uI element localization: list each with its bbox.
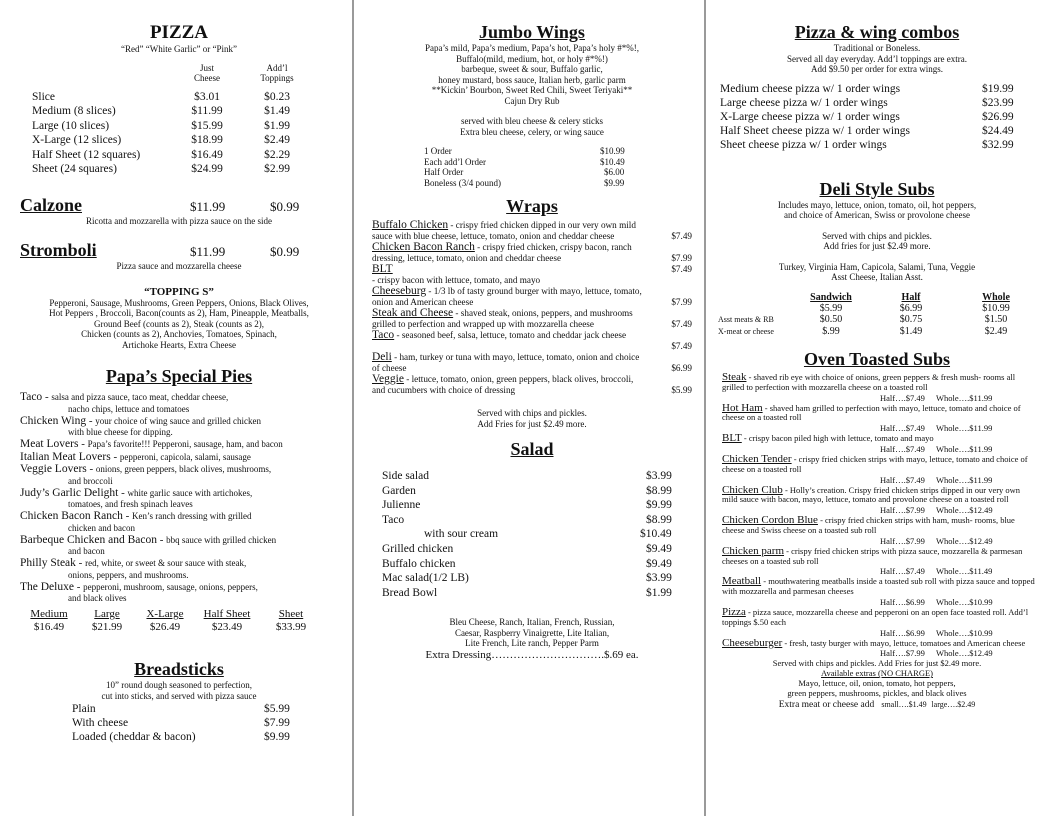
list-item: Hot Ham - shaved ham grilled to perfection with mayo, lettuce, tomato and choice of cheese on a toasted roll (722, 401, 1021, 423)
sub-prices: Half….$7.99 Whole….$12.49 (880, 648, 993, 659)
list-item: Chicken Wing - your choice of wing sauce and grilled chicken (20, 414, 261, 427)
special-pies-section (20, 366, 338, 633)
sub-prices: Half….$7.49 Whole….$11.49 (880, 566, 993, 577)
list-item: Italian Meat Lovers - pepperoni, capicola, salami, sausage (20, 450, 251, 463)
list-item: Chicken Bacon Ranch - crispy fried chicken, crispy bacon, ranch dressing, lettuce, tomato, onion and cheddar cheese $7.99 (372, 241, 692, 263)
list-item: Mac salad(1/2 LB) $3.99 (382, 572, 672, 585)
list-item: Taco - seasoned beef, salsa, lettuce, tomato and cheddar jack cheese $7.49 (372, 329, 692, 351)
menu-column-left (0, 0, 352, 816)
special-pies-sizes: Medium Large X-Large Half Sheet Sheet (30, 608, 304, 620)
calzone-header (20, 195, 338, 216)
sub-prices: Half….$7.99 Whole….$12.49 (880, 505, 993, 516)
list-item: Half Sheet cheese pizza w/ 1 order wings $24.49 (720, 125, 1014, 138)
menu-column-middle (354, 0, 706, 816)
list-item: Boneless (3/4 pound) $9.99 (424, 177, 625, 188)
list-item: Veggie Lovers - onions, green peppers, black olives, mushrooms, (20, 463, 272, 475)
list-item: Meat Lovers - Papa’s favorite!!! Pepperoni, sausage, ham, and bacon (20, 438, 283, 450)
list-item: BLT - crispy bacon with lettuce, tomato, and mayo $7.49 (372, 263, 692, 285)
sub-prices: Half….$7.49 Whole….$11.99 (880, 474, 993, 485)
list-item: Medium cheese pizza w/ 1 order wings $19.99 (720, 82, 1014, 95)
extra-meat-line: Extra meat or cheese add small….$1.49 large….$2.49 (778, 699, 976, 710)
list-item: Plain $5.99 (72, 703, 290, 715)
sub-prices: Half….$6.99 Whole….$10.99 (880, 627, 993, 638)
combos-title: Pizza & wing combos (794, 22, 960, 42)
list-item: Buffalo chicken $9.49 (382, 557, 672, 570)
calzone-title: Calzone (20, 194, 82, 215)
wraps-list (372, 220, 692, 396)
wraps-title: Wraps (506, 196, 558, 216)
header-addl: Add’l (266, 62, 288, 73)
list-item: X-Large cheese pizza w/ 1 order wings $26.99 (720, 110, 1014, 123)
oven-subs-served: Served with chips and pickles. Add Fries for just $2.49 more. (772, 658, 982, 669)
toppings-section (20, 286, 338, 351)
pizza-price-table (20, 90, 338, 177)
list-item: Cheeseburger - fresh, tasty burger with mayo, lettuce, tomatoes and American cheese (722, 636, 1026, 649)
list-item: Taco $8.99 (382, 513, 672, 526)
deli-price-row: Asst meats & RB $0.50 $0.75 $1.50 (718, 314, 1008, 326)
combos-section: Pizza & wing combos Traditional or Boneless. Served all day everyday. Add’l toppings are extra. Add $9.50 per order for extra wings. Medium cheese pizza w/ 1 order wings $19.99 Large cheese pizza w/ 1 order wings $23.99 X-Large cheese pizza w/ 1 order wings $26.99 Half Sheet cheese pizza w/ 1 order wings $24.49 Sheet cheese pizza w/ 1 order wings $32.99 (718, 22, 1036, 153)
list-item: Barbeque Chicken and Bacon - bbq sauce with grilled chicken (20, 533, 277, 546)
oven-subs-title: Oven Toasted Subs (803, 349, 951, 370)
list-item: The Deluxe - pepperoni, mushroom, sausage, onions, peppers, (20, 580, 258, 593)
list-item: Chicken Club - Holly’s creation. Crispy fried chicken strips dipped in our very own mild sauce with bacon, mayo, lettuce, tomato and provolone cheese on a toasted roll (722, 483, 1021, 505)
sub-prices: Half….$6.99 Whole….$10.99 (880, 596, 993, 607)
sub-prices: Half….$7.99 Whole….$12.49 (880, 535, 993, 546)
stromboli-header (20, 240, 338, 261)
pizza-row: Sheet (24 squares) $24.99 $2.99 (32, 163, 290, 175)
wraps-section: Wraps Buffalo Chicken - crispy fried chicken dipped in our very own mild sauce with blue cheese, lettuce, tomato, onion and cheddar cheese $7.49 Chicken Bacon Ranch - crispy fried chicken, crispy bacon, ranch dressing, lettuce, tomato, onion and cheddar cheese $7.99 BLT - crispy bacon with lettuce, tomato, and mayo $7.49 Cheeseburg - 1/3 lb of tasty ground burger with mayo, lettuce, tomato, onion and American cheese $7.99 Steak and Cheese - shaved steak, onions, peppers, and mushrooms grilled to perfection and wrapped up with mozzarella cheese $7.49 Taco - seasoned beef, salsa, lettuce, tomato and cheddar jack cheese $7.49 Deli - ham, turkey or tuna with mayo, lettuce, tomato, onion and choice of cheese $6.99 Veggie - lettuce, tomato, onion, green peppers, black olives, broccoli, and cucumbers with choice of dressing $5.99 Served with chips and pickles. Add Fries for just $2.49 more. (372, 196, 692, 429)
list-item: Meatball - mouthwatering meatballs inside a toasted sub roll with pizza sauce and topped with mozzarella and parmesan cheeses (722, 575, 1035, 597)
oven-subs-section: Oven Toasted Subs Steak - shaved rib eye with choice of onions, green peppers & fresh mush- rooms all grilled to perfection with mozzarella cheese on a toasted roll Half….$7.49 Whole….$11.99 Hot Ham - shaved ham grilled to perfection with mayo, lettuce, tomato and choice of cheese on a toasted roll Half….$7.49 Whole….$11.99 BLT - crispy bacon piled high with lettuce, tomato and mayo Half….$7.49 Whole….$11.99 Chicken Tender - crispy fried chicken strips with mayo, lettuce, tomato and choice of cheese on a toasted roll Half….$7.49 Whole….$11.99 Chicken Club - Holly’s creation. Crispy fried chicken strips dipped in our very own mild sauce with bacon, mayo, lettuce, tomato and provolone cheese on a toasted roll Half….$7.99 Whole….$12.49 Chicken Cordon Blue - crispy fried chicken strips with ham, mush- rooms, blue cheese and Swiss cheese on a toasted sub roll Half….$7.99 Whole….$12.49 Chicken parm - crispy fried chicken strips with pizza sauce, mozzarella & parmesan cheeses on a toasted sub roll Half….$7.49 Whole….$11.49 Meatball - mouthwatering meatballs inside a toasted sub roll with pizza sauce and topped with mozzarella and parmesan cheeses Half….$6.99 Whole….$10.99 Pizza - pizza sauce, mozzarella cheese and pepperoni on an open face toasted roll. Add’l toppings $.50 each Half….$6.99 Whole….$10.99 Cheeseburger - fresh, tasty burger with mayo, lettuce, tomatoes and American cheese Half….$7.99 Whole….$12.49 Served with chips and pickles. Add Fries for just $2.49 more. Available extras (NO CHARGE) Mayo, lettuce, oil, onion, tomato, hot peppers, green peppers, mushrooms, pickles, and black olives Extra meat or cheese add small….$1.49 large….$2.49 (718, 349, 1036, 711)
sub-prices: Half….$7.49 Whole….$11.99 (880, 444, 993, 454)
list-item: Chicken Bacon Ranch - Ken’s ranch dressing with grilled (20, 510, 252, 522)
breadsticks-list (20, 702, 338, 744)
pizza-row: Large (10 slices) $15.99 $1.99 (32, 119, 290, 132)
special-pies-prices: $16.49 $21.99 $26.49 $23.49 $33.99 (33, 620, 307, 633)
list-item: Chicken Cordon Blue - crispy fried chicken strips with ham, mush- rooms, blue cheese and Swiss cheese on a toasted sub roll (722, 514, 1015, 535)
stromboli-price: $11.99 (190, 244, 226, 259)
stromboli-description: Pizza sauce and mozzarella cheese (116, 261, 242, 271)
list-item: Loaded (cheddar & bacon) $9.99 (72, 731, 290, 743)
calzone-price: $11.99 (190, 198, 226, 214)
list-item: Side salad $3.99 (382, 470, 672, 482)
stromboli-title: Stromboli (20, 240, 97, 260)
list-item: Sheet cheese pizza w/ 1 order wings $32.99 (720, 139, 1014, 152)
list-item: Cheeseburg - 1/3 lb of tasty ground burger with mayo, lettuce, tomato, onion and American cheese $7.99 (372, 285, 692, 307)
header-cheese: Cheese (194, 73, 220, 83)
pizza-row: Slice $3.01 $0.23 (32, 90, 290, 103)
extra-dressing: Extra Dressing………………………….$.69 ea. (425, 648, 639, 661)
dressing-list: Bleu Cheese, Ranch, Italian, French, Russian, Caesar, Raspberry Vinaigrette, Lite Italian, Lite French, Lite ranch, Pepper Parm (449, 617, 615, 649)
oven-subs-list (718, 373, 1036, 659)
list-item: Veggie - lettuce, tomato, onion, green peppers, black olives, broccoli, and cucumbers with choice of dressing $5.99 (372, 373, 692, 395)
list-item: Large cheese pizza w/ 1 order wings $23.99 (720, 96, 1014, 109)
sub-prices: Half….$7.49 Whole….$11.99 (880, 392, 993, 403)
list-item: Chicken Tender - crispy fried chicken strips with mayo, lettuce, tomato and choice of cheese on a toasted roll (722, 453, 1028, 474)
list-item: Steak and Cheese - shaved steak, onions, peppers, and mushrooms grilled to perfection and wrapped up with mozzarella cheese $7.49 (372, 307, 692, 329)
list-item: with sour cream $10.49 (424, 528, 672, 541)
list-item: Chicken parm - crispy fried chicken strips with pizza sauce, mozzarella & parmesan cheeses on a toasted sub roll (722, 544, 1023, 566)
list-item: Judy’s Garlic Delight - white garlic sauce with artichokes, (20, 486, 253, 499)
list-item: Buffalo Chicken - crispy fried chicken dipped in our very own mild sauce with blue cheese, lettuce, tomato, onion and cheddar cheese $7.49 (372, 219, 692, 241)
sub-prices: Half….$7.49 Whole….$11.99 (880, 423, 993, 434)
breadsticks-title: Breadsticks (134, 659, 224, 679)
deli-subs-section: Deli Style Subs Includes mayo, lettuce, onion, tomato, oil, hot peppers, and choice of American, Swiss or provolone cheese Served with chips and pickles. Add fries for just $2.49 more. Turkey, Virginia Ham, Capicola, Salami, Tuna, Veggie Asst Cheese, Italian Asst. Sandwich Half Whole $5.99 $6.99 $10.99 Asst meats & RB $0.50 $0.75 $1.50 X-meat or cheese $.99 $1.49 $2.49 (718, 179, 1036, 338)
breadsticks-section: Breadsticks 10” round dough seasoned to perfection, cut into sticks, and served with pizza sauce Plain $5.99 With cheese $7.99 Loaded (cheddar & bacon) $9.99 (20, 659, 338, 744)
pizza-subtitle: “Red” “White Garlic” or “Pink” (121, 44, 237, 54)
toppings-list: Pepperoni, Sausage, Mushrooms, Green Peppers, Onions, Black Olives, Hot Peppers , Broccoli, Bacon(counts as 2), Ham, Pineapple, Meatballs, Ground Beef (counts as 2), Steak (counts as 2), Chicken (counts as 2), Anchovies, Tomatoes, Spinach, Artichoke Hearts, Extra Cheese (49, 297, 309, 350)
salad-list (372, 469, 692, 600)
pizza-section (20, 22, 338, 177)
salad-title: Salad (510, 439, 554, 459)
combos-list (718, 82, 1036, 153)
wings-section: Jumbo Wings Papa’s mild, Papa’s medium, Papa’s hot, Papa’s holy #*%!, Buffalo(mild, medium, hot, or holy #*%!) barbeque, sweet & sour, Buffalo garlic, honey mustard, boss sauce, Italian herb, garlic parm **Kickin’ Bourbon, Sweet Red Chili, Sweet Teriyaki** Cajun Dry Rub served with bleu cheese & celery sticks Extra bleu cheese, celery, or wing sauce 1 Order $10.99 Each add’l Order $10.49 Half Order $6.00 Boneless (3/4 pound) $9.99 (372, 22, 692, 188)
list-item: Bread Bowl $1.99 (382, 586, 672, 599)
list-item: Taco - salsa and pizza sauce, taco meat, cheddar cheese, (20, 391, 229, 403)
wings-sauces: Papa’s mild, Papa’s medium, Papa’s hot, Papa’s holy #*%!, Buffalo(mild, medium, hot, or holy #*%!) barbeque, sweet & sour, Buffalo garlic, honey mustard, boss sauce, Italian herb, garlic parm **Kickin’ Bourbon, Sweet Red Chili, Sweet Teriyaki** Cajun Dry Rub (425, 43, 639, 106)
list-item: Grilled chicken $9.49 (382, 542, 672, 555)
pizza-row: Medium (8 slices) $11.99 $1.49 (32, 105, 290, 117)
list-item: Deli - ham, turkey or tuna with mayo, lettuce, tomato, onion and choice of cheese $6.99 (372, 351, 692, 373)
deli-price-row: $5.99 $6.99 $10.99 (819, 302, 1010, 314)
list-item: Philly Steak - red, white, or sweet & sour sauce with steak, (20, 557, 247, 569)
special-pies-title: Papa’s Special Pies (105, 366, 253, 386)
pizza-title: PIZZA (149, 22, 209, 43)
header-just: Just (199, 62, 214, 73)
calzone-topping-price: $0.99 (270, 198, 300, 214)
calzone-description: Ricotta and mozzarella with pizza sauce on the side (86, 215, 272, 226)
list-item: 1 Order $10.99 (424, 146, 625, 156)
deli-price-headers: Sandwich Half Whole (810, 291, 1010, 303)
stromboli-section (20, 240, 338, 272)
list-item: Pizza - pizza sauce, mozzarella cheese and pepperoni on an open face toasted roll. Add’l toppings $.50 each (722, 605, 1029, 627)
list-item: Garden $8.99 (382, 484, 672, 497)
list-item: Julienne $9.99 (382, 499, 672, 512)
salad-section (372, 439, 692, 662)
deli-price-row: X-meat or cheese $.99 $1.49 $2.49 (718, 325, 1008, 337)
deli-subs-title: Deli Style Subs (819, 178, 935, 199)
pizza-column-headers (20, 63, 338, 84)
stromboli-topping-price: $0.99 (270, 244, 300, 259)
header-toppings: Toppings (260, 73, 294, 83)
list-item: BLT - crispy bacon piled high with lettuce, tomato and mayo (722, 432, 934, 445)
list-item: Each add’l Order $10.49 (424, 156, 625, 167)
pizza-row: Half Sheet (12 squares) $16.49 $2.29 (32, 148, 290, 161)
calzone-section (20, 195, 338, 227)
menu-column-right (706, 0, 1056, 816)
special-pies-list: Taco - salsa and pizza sauce, taco meat, cheddar cheese, nacho chips, lettuce and tomatoes Chicken Wing - your choice of wing sauce and grilled chicken with blue cheese for dipping. Meat Lovers - Papa’s favorite!!! Pepperoni, sausage, ham, and bacon Italian Meat Lovers - pepperoni, capicola, salami, sausage Veggie Lovers - onions, green peppers, black olives, mushrooms, and broccoli Judy’s Garlic Delight - white garlic sauce with artichokes, tomatoes, and fresh spinach leaves Chicken Bacon Ranch - Ken’s ranch dressing with grilled chicken and bacon Barbeque Chicken and Bacon - bbq sauce with grilled chicken and bacon Philly Steak - red, white, or sweet & sour sauce with steak, onions, peppers, and mushrooms. The Deluxe - pepperoni, mushroom, sausage, onions, peppers, and black olives (20, 391, 338, 604)
list-item: With cheese $7.99 (72, 717, 290, 729)
list-item: Steak - shaved rib eye with choice of onions, green peppers & fresh mush- rooms all grilled to perfection with mozzarella cheese on a toasted roll (722, 371, 1016, 392)
wings-price-list (372, 146, 692, 188)
available-extras-title: Available extras (NO CHARGE) (821, 668, 933, 679)
wings-title: Jumbo Wings (479, 22, 585, 42)
toppings-title: “TOPPING S” (144, 285, 214, 298)
pizza-row: X-Large (12 slices) $18.99 $2.49 (32, 134, 290, 146)
list-item: Half Order $6.00 (424, 167, 625, 177)
